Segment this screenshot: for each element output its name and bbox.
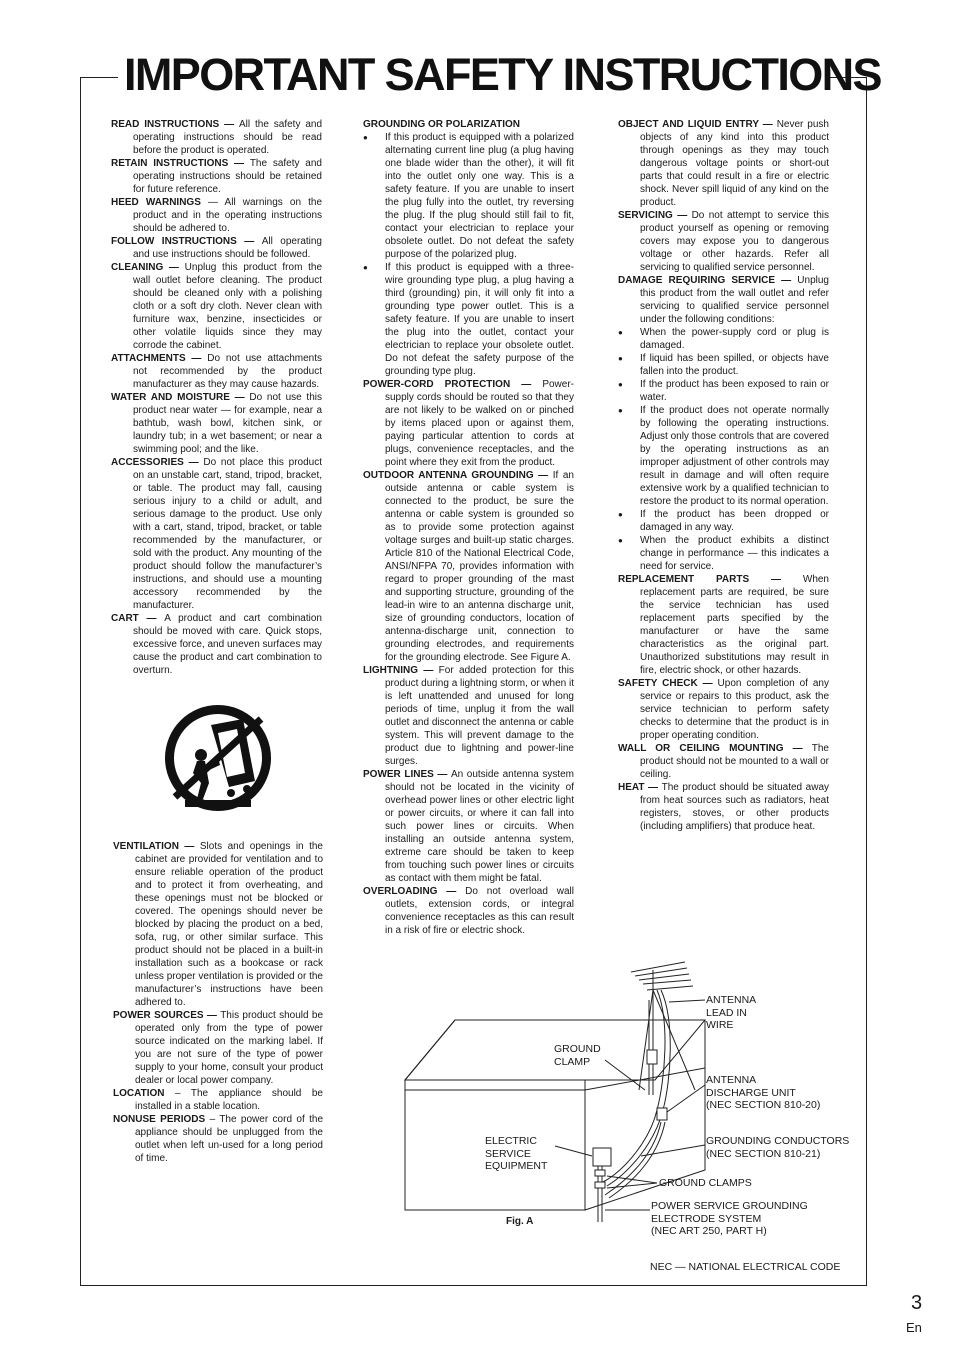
- instruction-item: [363, 885, 574, 937]
- instruction-heading: CART —: [111, 613, 165, 624]
- nec-note: NEC — NATIONAL ELECTRICAL CODE: [650, 1261, 841, 1273]
- grounding-bullets: [363, 131, 574, 378]
- column-1-lower: [113, 840, 323, 1165]
- label-line: ANTENNA: [706, 994, 757, 1006]
- label-line: ANTENNA: [706, 1074, 757, 1086]
- bullet-item: ● If this product is equipped with a polarized alternating current line plug (a plug having one blade wider than the other), it will fit into the outlet only one way. This is a safety feature. If you are unable to insert the plug fully into the outlet, try reversing the plug. If the plug should still fail to fit, contact your electrician to replace your obsolete outlet. Do not defeat the safety purpose of the polarized plug.: [363, 131, 574, 261]
- column-2-items: [363, 378, 574, 937]
- instruction-item: [363, 768, 574, 885]
- bullet-item: ● If this product is equipped with a three-wire grounding type plug, a plug having a third (grounding) pin, it will only fit into a grounding type power outlet. This is a safety feature. If you are unable to insert the plug into the outlet, contact your electrician to replace your obsolete outlet. Do not defeat the safety purpose of the grounding type plug.: [363, 261, 574, 378]
- instruction-heading: LOCATION: [113, 1088, 175, 1099]
- instruction-item: [111, 352, 322, 391]
- instruction-text: — All warnings on the product and in the operating instructions should be adhered to.: [133, 197, 323, 234]
- instruction-heading: VENTILATION —: [113, 841, 200, 852]
- instruction-text: Do not attempt to service this product yourself as opening or removing covers may expose you to dangerous voltage or other hazards. Refer all servicing to qualified service personnel.: [640, 210, 829, 273]
- label-line: POWER SERVICE GROUNDING: [651, 1200, 808, 1212]
- instruction-heading: CLEANING —: [111, 262, 185, 273]
- instruction-heading: NONUSE PERIODS: [113, 1114, 210, 1125]
- instruction-text: Unplug this product from the wall outlet and refer servicing to qualified service personnel under the following conditions:: [640, 275, 829, 325]
- instruction-text: If an outside antenna or cable system is connected to the product, be sure the antenna or cable system is grounded so as to provide some protection against voltage surges and built-up static charges. Article 810 of the National Electrical Code, ANSI/NFPA 70, provides information with regard to proper grounding of the mast and supporting structure, grounding of the lead-in wire to an antenna discharge unit, size of grounding conductors, location of antenna-discharge unit, connection to grounding electrodes, and requirements for the grounding electrode. See Figure A.: [385, 470, 574, 663]
- instruction-text: For added protection for this product during a lightning storm, or when it is left unattended and unused for long periods of time, unplug it from the wall outlet and disconnect the antenna or cable system. This will prevent damage to the product due to lightning and power-line surges.: [385, 665, 574, 767]
- language-code: En: [906, 1320, 922, 1335]
- instruction-item: [113, 1087, 323, 1113]
- bullet-item: ● If the product does not operate normally by following the operating instructions. Adjust only those controls that are covered by the operating instructions as an improper adjustment of other controls may result in damage and will often require extensive work by a qualified technician to restore the product to its normal operation.: [618, 404, 829, 508]
- figure-caption: Fig. A: [506, 1216, 534, 1227]
- instruction-item: [618, 781, 829, 833]
- bullet-item: ● If the product has been exposed to rain or water.: [618, 378, 829, 404]
- instruction-item: [363, 469, 574, 664]
- instruction-text: A product and cart combination should be moved with care. Quick stops, excessive force, and uneven surfaces may cause the product and cart combination to overturn.: [133, 613, 322, 676]
- instruction-text: This product should be operated only from the type of power source indicated on the marking label. If you are not sure of the type of power supply to your home, consult your product dealer or local power company.: [135, 1010, 324, 1086]
- instruction-heading: REPLACEMENT PARTS —: [618, 574, 803, 585]
- instruction-text: Slots and openings in the cabinet are provided for ventilation and to ensure reliable operation of the product and to protect it from overheating, and these openings must not be blocked or covered. The openings should never be blocked by placing the product on a bed, sofa, rug, or other similar surface. This product should not be placed in a built-in installation such as a bookcase or rack unless proper ventilation is provided or the manufacturer’s instructions have been adhered to.: [135, 841, 323, 1008]
- instruction-heading: HEAT —: [618, 782, 662, 793]
- label-line: (NEC SECTION 810-21): [706, 1147, 821, 1160]
- bullet-item: ● When the power-supply cord or plug is damaged.: [618, 326, 829, 352]
- instruction-text: Do not use this product near water — for example, near a bathtub, wash bowl, kitchen sink, or laundry tub; in a wet basement; or near a swimming pool; and the like.: [133, 392, 322, 455]
- instruction-text: The product should not be mounted to a wall or ceiling.: [640, 743, 830, 780]
- instruction-item: [113, 840, 323, 1009]
- label-line: GROUND CLAMPS: [659, 1177, 752, 1189]
- page-number: 3: [911, 1292, 923, 1314]
- instruction-heading: ACCESSORIES —: [111, 457, 204, 468]
- ground-clamps-label: [659, 1177, 752, 1190]
- instruction-heading: WALL OR CEILING MOUNTING —: [618, 743, 812, 754]
- instruction-heading: SAFETY CHECK —: [618, 678, 718, 689]
- instruction-item: [111, 157, 322, 196]
- instruction-heading: OVERLOADING —: [363, 886, 466, 897]
- instruction-item: [618, 677, 829, 742]
- instruction-item: [618, 118, 829, 209]
- instruction-item: [111, 391, 322, 456]
- instruction-text: Do not place this product on an unstable cart, stand, tripod, bracket, or table. The product may fall, causing serious injury to a child or adult, and serious damage to the product. Use only with a cart, stand, tripod, bracket, or table recommended by the manufacturer, or sold with the product. Any mounting of the product should follow the manufacturer’s instructions, and should use a mounting accessory recommended by the manufacturer.: [133, 457, 322, 611]
- column-1: [111, 118, 322, 677]
- instruction-text: The product should be situated away from heat sources such as radiators, heat registers, stoves, or other products (including amplifiers) that produce heat.: [640, 782, 830, 832]
- column-2: [363, 118, 574, 937]
- label-line: SERVICE: [485, 1147, 531, 1160]
- instruction-heading: DAMAGE REQUIRING SERVICE —: [618, 275, 798, 286]
- antenna-lead-label: [706, 994, 756, 1032]
- instruction-text: Do not use attachments not recommended by the product manufacturer as they may cause hazards.: [133, 353, 322, 390]
- ground-clamp-label: [554, 1043, 601, 1068]
- antenna-grounding-figure: [395, 960, 865, 1285]
- instruction-text: – The appliance should be installed in a stable location.: [135, 1088, 323, 1112]
- label-line: ELECTRIC: [485, 1135, 537, 1147]
- instruction-item: [111, 118, 322, 157]
- instruction-text: Upon completion of any service or repairs to this product, ask the service technician to perform safety checks to determine that the product is in proper operating condition.: [640, 678, 829, 741]
- service-conditions: [618, 326, 829, 573]
- column-3-after: [618, 573, 829, 833]
- instruction-item: [363, 664, 574, 768]
- instruction-item: [618, 573, 829, 677]
- instruction-item: [111, 235, 322, 261]
- power-service-label: [651, 1200, 808, 1238]
- label-line: GROUNDING CONDUCTORS: [706, 1135, 850, 1147]
- instruction-item: [618, 209, 829, 274]
- label-line: LEAD IN: [706, 1006, 747, 1019]
- instruction-heading: RETAIN INSTRUCTIONS —: [111, 158, 250, 169]
- instruction-item: [113, 1009, 323, 1087]
- cart-warning-icon: [163, 703, 273, 813]
- instruction-heading: OUTDOOR ANTENNA GROUNDING —: [363, 470, 553, 481]
- label-line: ELECTRODE SYSTEM: [651, 1212, 762, 1225]
- instruction-text: Never push objects of any kind into this product through openings as they may touch dangerous voltage points or short-out parts that could result in a fire or electric shock. Never spill liquid of any kind on the product.: [640, 119, 829, 208]
- label-line: CLAMP: [554, 1055, 591, 1068]
- instruction-text: Do not overload wall outlets, extension cords, or integral convenience receptacles as this can result in a risk of fire or electric shock.: [385, 886, 574, 936]
- instruction-heading: POWER SOURCES —: [113, 1010, 221, 1021]
- grounding-conductors-label: [706, 1135, 849, 1160]
- label-line: (NEC SECTION 810-20): [706, 1099, 821, 1111]
- instruction-text: All the safety and operating instructions should be read before the product is operated.: [133, 119, 323, 156]
- instruction-item: [618, 742, 829, 781]
- instruction-heading: LIGHTNING —: [363, 665, 439, 676]
- label-line: EQUIPMENT: [485, 1160, 548, 1172]
- page-title: IMPORTANT SAFETY INSTRUCTIONS: [124, 49, 881, 100]
- instruction-heading: POWER LINES —: [363, 769, 451, 780]
- instruction-text: Power-supply cords should be routed so that they are not likely to be walked on or pinched by items placed upon or against them, paying particular attention to cords at plugs, convenience receptacles, and the point where they exit from the product.: [385, 379, 574, 468]
- column-3-before: [618, 118, 829, 326]
- instruction-item: [618, 274, 829, 326]
- electric-service-label: [485, 1135, 547, 1173]
- instruction-heading: ATTACHMENTS —: [111, 353, 208, 364]
- instruction-text: An outside antenna system should not be located in the vicinity of overhead power lines or other electric light or power circuits, or where it can fall into such power lines or circuits. When installing an outside antenna system, extreme care should be taken to keep from touching such power lines or circuits as contact with them might be fatal.: [385, 769, 574, 884]
- instruction-item: [111, 261, 322, 352]
- instruction-text: Unplug this product from the wall outlet before cleaning. The product should be cleaned only with a polishing cloth or a soft dry cloth. Never clean with furniture wax, benzine, insecticides or other volatile liquids since they may corrode the cabinet.: [133, 262, 323, 351]
- bullet-item: ● If the product has been dropped or damaged in any way.: [618, 508, 829, 534]
- label-line: GROUND: [554, 1043, 601, 1055]
- instruction-text: – The power cord of the appliance should be unplugged from the outlet when left un-used for a long period of time.: [135, 1114, 323, 1164]
- instruction-item: [111, 612, 322, 677]
- instruction-heading: OBJECT AND LIQUID ENTRY —: [618, 119, 777, 130]
- instruction-heading: HEED WARNINGS: [111, 197, 208, 208]
- column-3: [618, 118, 829, 833]
- instruction-item: [111, 196, 322, 235]
- instruction-heading: FOLLOW INSTRUCTIONS —: [111, 236, 262, 247]
- instruction-heading: POWER-CORD PROTECTION —: [363, 379, 543, 390]
- instruction-item: [113, 1113, 323, 1165]
- instruction-item: [363, 378, 574, 469]
- bullet-item: ● If liquid has been spilled, or objects have fallen into the product.: [618, 352, 829, 378]
- grounding-heading: GROUNDING OR POLARIZATION: [363, 119, 521, 130]
- label-line: (NEC ART 250, PART H): [651, 1225, 767, 1237]
- bullet-item: ● When the product exhibits a distinct change in performance — this indicates a need for service.: [618, 534, 829, 573]
- discharge-unit-label: [706, 1074, 820, 1112]
- label-line: WIRE: [706, 1019, 734, 1031]
- instruction-text: When replacement parts are required, be sure the service technician has used replacement parts specified by the manufacturer or have the same characteristics as the original part. Unauthorized substitutions may result in fire, electric shock, or other hazards.: [640, 574, 829, 676]
- instruction-heading: WATER AND MOISTURE —: [111, 392, 250, 403]
- instruction-heading: READ INSTRUCTIONS —: [111, 119, 239, 130]
- label-line: DISCHARGE UNIT: [706, 1086, 796, 1099]
- instruction-text: The safety and operating instructions should be retained for future reference.: [133, 158, 322, 195]
- instruction-heading: SERVICING —: [618, 210, 692, 221]
- instruction-item: [111, 456, 322, 612]
- instruction-text: All operating and use instructions should be followed.: [133, 236, 322, 260]
